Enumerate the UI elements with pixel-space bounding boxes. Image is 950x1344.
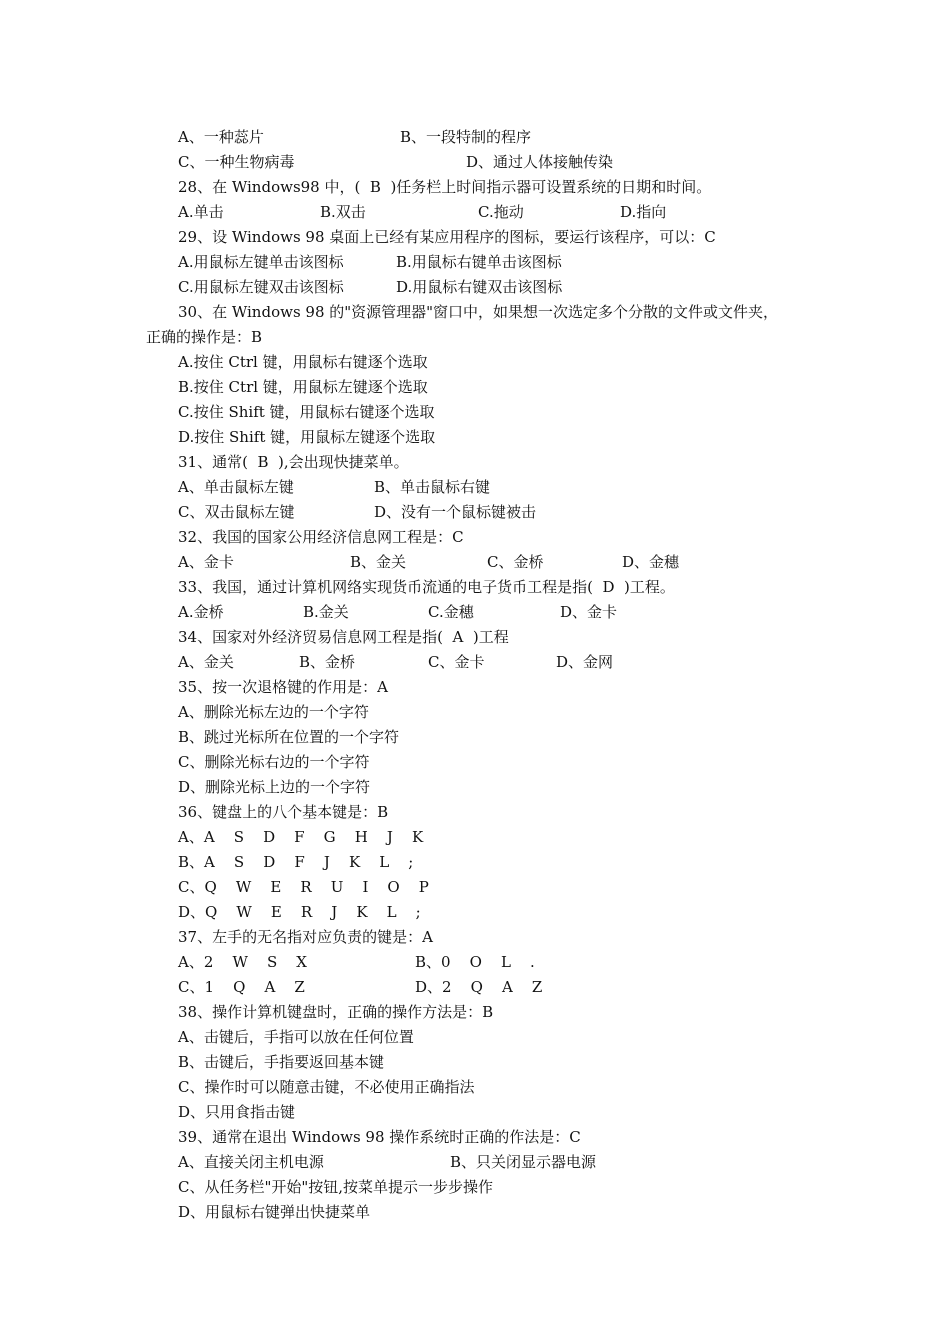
option-d: D、Q W E R J K L ; [178, 903, 421, 921]
option-line [0, 600, 618, 625]
option-b: B.金关 [303, 603, 349, 621]
option-line [0, 700, 369, 725]
option-d: D.按住 Shift 键，用鼠标左键逐个选取 [178, 428, 436, 446]
option-line [0, 200, 667, 225]
option-b: B.按住 Ctrl 键，用鼠标左键逐个选取 [178, 378, 428, 396]
option-c: C、一种生物病毒 [178, 153, 295, 171]
option-d: D、金卡 [560, 603, 618, 621]
option-line [0, 1050, 385, 1075]
option-d: D、只用食指击键 [178, 1103, 296, 1121]
option-line [0, 350, 428, 375]
option-b: B.用鼠标右键单击该图标 [396, 253, 562, 271]
option-c: C.拖动 [478, 203, 524, 221]
option-a: A、2 W S X [178, 953, 307, 971]
option-c: C.按住 Shift 键，用鼠标右键逐个选取 [178, 403, 435, 421]
option-a: A、金卡 [178, 553, 234, 571]
question-text: 37、左手的无名指对应负责的键是：A [178, 928, 433, 946]
option-d: D、通过人体接触传染 [466, 153, 614, 171]
question-text: 正确的操作是：B [146, 328, 263, 346]
option-a: A.金桥 [178, 603, 224, 621]
option-d: D、没有一个鼠标键被击 [374, 503, 537, 521]
option-b: B、0 O L . [415, 953, 535, 971]
option-line [0, 275, 563, 300]
option-b: B、只关闭显示器电源 [450, 1153, 597, 1171]
option-line [0, 150, 614, 175]
option-a: A、删除光标左边的一个字符 [178, 703, 369, 721]
option-a: A、A S D F G H J K [178, 828, 424, 846]
option-line [0, 875, 429, 900]
question-37 [0, 925, 433, 950]
option-b: B、金关 [350, 553, 407, 571]
option-a: A.用鼠标左键单击该图标 [178, 253, 344, 271]
option-line [0, 650, 614, 675]
option-a: A.单击 [178, 203, 224, 221]
option-d: D.用鼠标右键双击该图标 [396, 278, 563, 296]
question-text: 30、在 Windows 98 的"资源管理器"窗口中，如果想一次选定多个分散的文件或文件夹， [178, 303, 779, 321]
question-30 [0, 300, 779, 325]
question-text: 38、操作计算机键盘时，正确的操作方法是：B [178, 1003, 494, 1021]
option-line [0, 250, 562, 275]
option-b: B、击键后，手指要返回基本键 [178, 1053, 385, 1071]
option-line [0, 425, 436, 450]
question-33 [0, 575, 675, 600]
question-39 [0, 1125, 581, 1150]
option-line [0, 1175, 494, 1200]
option-line [0, 825, 424, 850]
option-c: C、从任务栏"开始"按钮,按菜单提示一步步操作 [178, 1178, 494, 1196]
option-line [0, 475, 491, 500]
option-line [0, 975, 543, 1000]
option-c: C、操作时可以随意击键，不必使用正确指法 [178, 1078, 475, 1096]
option-line [0, 900, 421, 925]
option-d: D、删除光标上边的一个字符 [178, 778, 371, 796]
question-text: 28、在 Windows98 中，( B )任务栏上时间指示器可设置系统的日期和时间。 [178, 178, 712, 196]
option-c: C、删除光标右边的一个字符 [178, 753, 370, 771]
question-text: 29、设 Windows 98 桌面上已经有某应用程序的图标，要运行该程序，可以：C [178, 228, 716, 246]
option-line [0, 850, 414, 875]
option-line [0, 750, 370, 775]
option-d: D、金网 [556, 653, 614, 671]
option-line [0, 1200, 371, 1225]
option-line [0, 1100, 296, 1125]
option-b: B、跳过光标所在位置的一个字符 [178, 728, 400, 746]
option-d: D、2 Q A Z [415, 978, 543, 996]
option-b: B、一段特制的程序 [400, 128, 532, 146]
option-line [0, 400, 435, 425]
question-text: 31、通常( B ),会出现快捷菜单。 [178, 453, 409, 471]
option-c: C、金桥 [487, 553, 544, 571]
option-c: C.用鼠标左键双击该图标 [178, 278, 344, 296]
question-31 [0, 450, 409, 475]
option-line [0, 725, 400, 750]
option-line [0, 950, 535, 975]
option-a: A.按住 Ctrl 键，用鼠标右键逐个选取 [178, 353, 428, 371]
option-d: D、金穗 [622, 553, 680, 571]
option-c: C、金卡 [428, 653, 485, 671]
option-line [0, 1075, 475, 1100]
question-28 [0, 175, 712, 200]
option-a: A、击键后，手指可以放在任何位置 [178, 1028, 414, 1046]
question-32 [0, 525, 464, 550]
question-34 [0, 625, 509, 650]
option-line [0, 1025, 414, 1050]
option-b: B.双击 [320, 203, 366, 221]
option-a: A、一种蕊片 [178, 128, 264, 146]
question-38 [0, 1000, 494, 1025]
option-b: B、金桥 [299, 653, 356, 671]
option-c: C、Q W E R U I O P [178, 878, 429, 896]
option-line [0, 1150, 597, 1175]
option-line [0, 375, 428, 400]
option-a: A、金关 [178, 653, 234, 671]
question-text: 32、我国的国家公用经济信息网工程是：C [178, 528, 464, 546]
option-c: C、双击鼠标左键 [178, 503, 295, 521]
option-a: A、直接关闭主机电源 [178, 1153, 324, 1171]
question-text: 34、国家对外经济贸易信息网工程是指( A )工程 [178, 628, 509, 646]
option-line [0, 125, 532, 150]
question-36 [0, 800, 389, 825]
question-text: 35、按一次退格键的作用是：A [178, 678, 388, 696]
question-35 [0, 675, 388, 700]
option-b: B、单击鼠标右键 [374, 478, 491, 496]
option-line [0, 500, 537, 525]
option-b: B、A S D F J K L ; [178, 853, 414, 871]
option-c: C、1 Q A Z [178, 978, 305, 996]
question-text: 33、我国，通过计算机网络实现货币流通的电子货币工程是指( D )工程。 [178, 578, 675, 596]
question-30-continued [0, 325, 263, 350]
option-line [0, 550, 680, 575]
option-c: C.金穗 [428, 603, 474, 621]
question-29 [0, 225, 716, 250]
option-line [0, 775, 371, 800]
option-d: D、用鼠标右键弹出快捷菜单 [178, 1203, 371, 1221]
option-d: D.指向 [620, 203, 667, 221]
question-text: 36、键盘上的八个基本键是：B [178, 803, 389, 821]
question-text: 39、通常在退出 Windows 98 操作系统时正确的作法是：C [178, 1128, 581, 1146]
option-a: A、单击鼠标左键 [178, 478, 294, 496]
